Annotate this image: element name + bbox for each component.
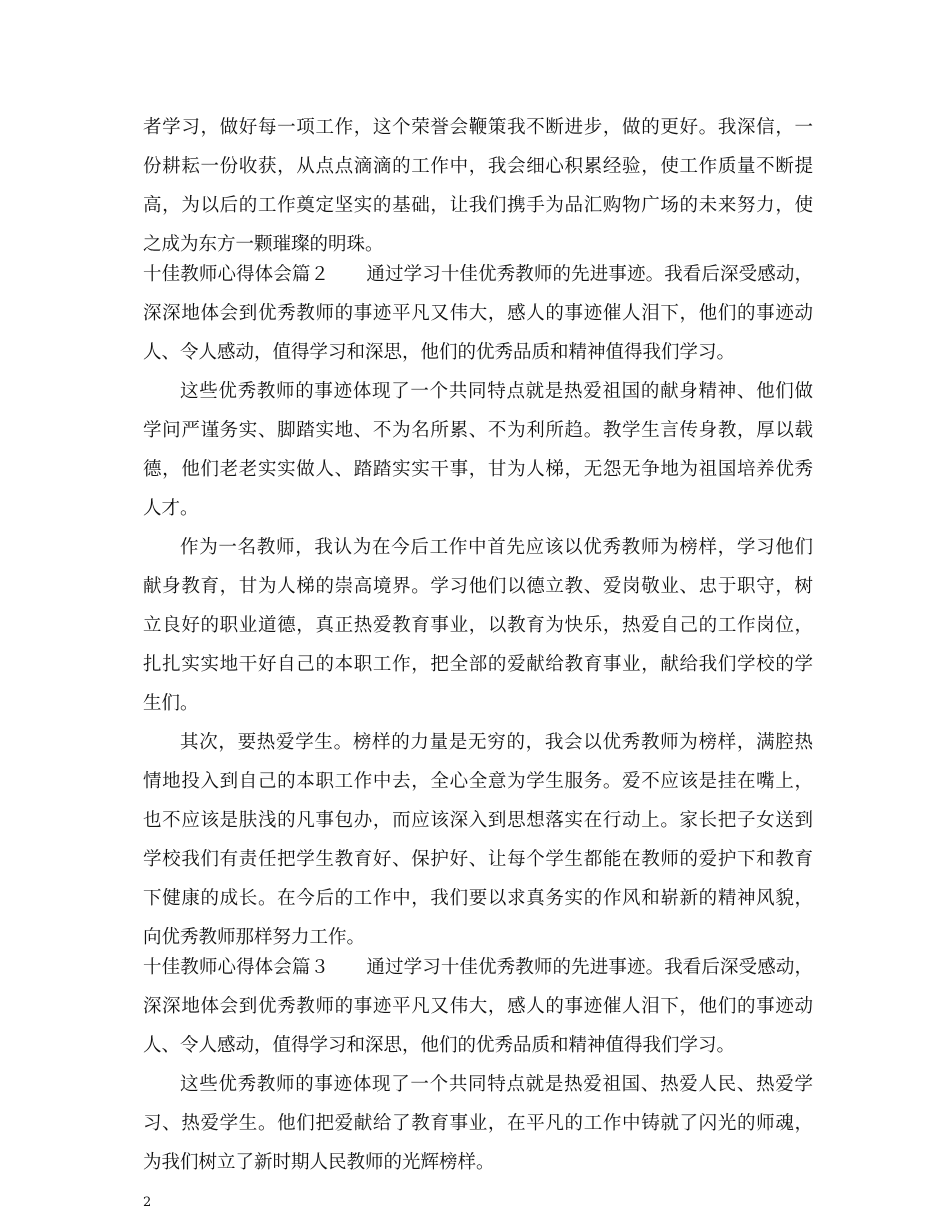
text-line: 献身教育，甘为人梯的崇高境界。学习他们以德立教、爱岗敬业、忠于职守，树 [143,576,813,597]
paragraph-first-line: 这些优秀教师的事迹体现了一个共同特点就是热爱祖国、热爱人民、热爱学 [180,1074,813,1095]
section-heading-line: 十佳教师心得体会篇３ 通过学习十佳优秀教师的先进事迹。我看后深受感动， [143,957,813,978]
text-line: 习、热爱学生。他们把爱献给了教育事业，在平凡的工作中铸就了闪光的师魂， [143,1113,813,1134]
text-line: 者学习，做好每一项工作，这个荣誉会鞭策我不断进步，做的更好。我深信，一 [143,117,813,138]
text-line: 学校我们有责任把学生教育好、保护好、让每个学生都能在教师的爱护下和教育 [143,849,813,870]
text-line: 德，他们老老实实做人、踏踏实实干事，甘为人梯，无怨无争地为祖国培养优秀 [143,459,813,480]
text-line: 人、令人感动，值得学习和深思，他们的优秀品质和精神值得我们学习。 [143,1035,736,1056]
text-line: 立良好的职业道德，真正热爱教育事业，以教育为快乐，热爱自己的工作岗位， [143,615,813,636]
text-line: 人、令人感动，值得学习和深思，他们的优秀品质和精神值得我们学习。 [143,342,736,363]
text-line: 情地投入到自己的本职工作中去，全心全意为学生服务。爱不应该是挂在嘴上， [143,771,813,792]
paragraph-first-line: 这些优秀教师的事迹体现了一个共同特点就是热爱祖国的献身精神、他们做 [180,381,813,402]
text-line: 扎扎实实地干好自己的本职工作，把全部的爱献给教育事业，献给我们学校的学 [143,654,813,675]
text-line: 向优秀教师那样努力工作。 [143,927,366,948]
text-line: 深深地体会到优秀教师的事迹平凡又伟大，感人的事迹催人泪下，他们的事迹动 [143,303,813,324]
text-line: 生们。 [143,693,199,714]
text-line: 深深地体会到优秀教师的事迹平凡又伟大，感人的事迹催人泪下，他们的事迹动 [143,996,813,1017]
text-line: 份耕耘一份收获，从点点滴滴的工作中，我会细心积累经验，使工作质量不断提 [143,156,813,177]
paragraph-first-line: 作为一名教师，我认为在今后工作中首先应该以优秀教师为榜样，学习他们 [180,537,813,558]
page-number: 2 [143,1195,152,1210]
text-line: 高，为以后的工作奠定坚实的基础，让我们携手为品汇购物广场的未来努力，使 [143,195,813,216]
text-line: 下健康的成长。在今后的工作中，我们要以求真务实的作风和崭新的精神风貌， [143,888,813,909]
text-line: 人才。 [143,498,199,519]
text-line: 学问严谨务实、脚踏实地、不为名所累、不为利所趋。教学生言传身教，厚以载 [143,420,813,441]
text-line: 为我们树立了新时期人民教师的光辉榜样。 [143,1152,495,1173]
section-heading-line: 十佳教师心得体会篇２ 通过学习十佳优秀教师的先进事迹。我看后深受感动， [143,264,813,285]
text-line: 之成为东方一颗璀璨的明珠。 [143,234,384,255]
text-line: 也不应该是肤浅的凡事包办，而应该深入到思想落实在行动上。家长把子女送到 [143,810,813,831]
paragraph-first-line: 其次，要热爱学生。榜样的力量是无穷的，我会以优秀教师为榜样，满腔热 [180,732,813,753]
